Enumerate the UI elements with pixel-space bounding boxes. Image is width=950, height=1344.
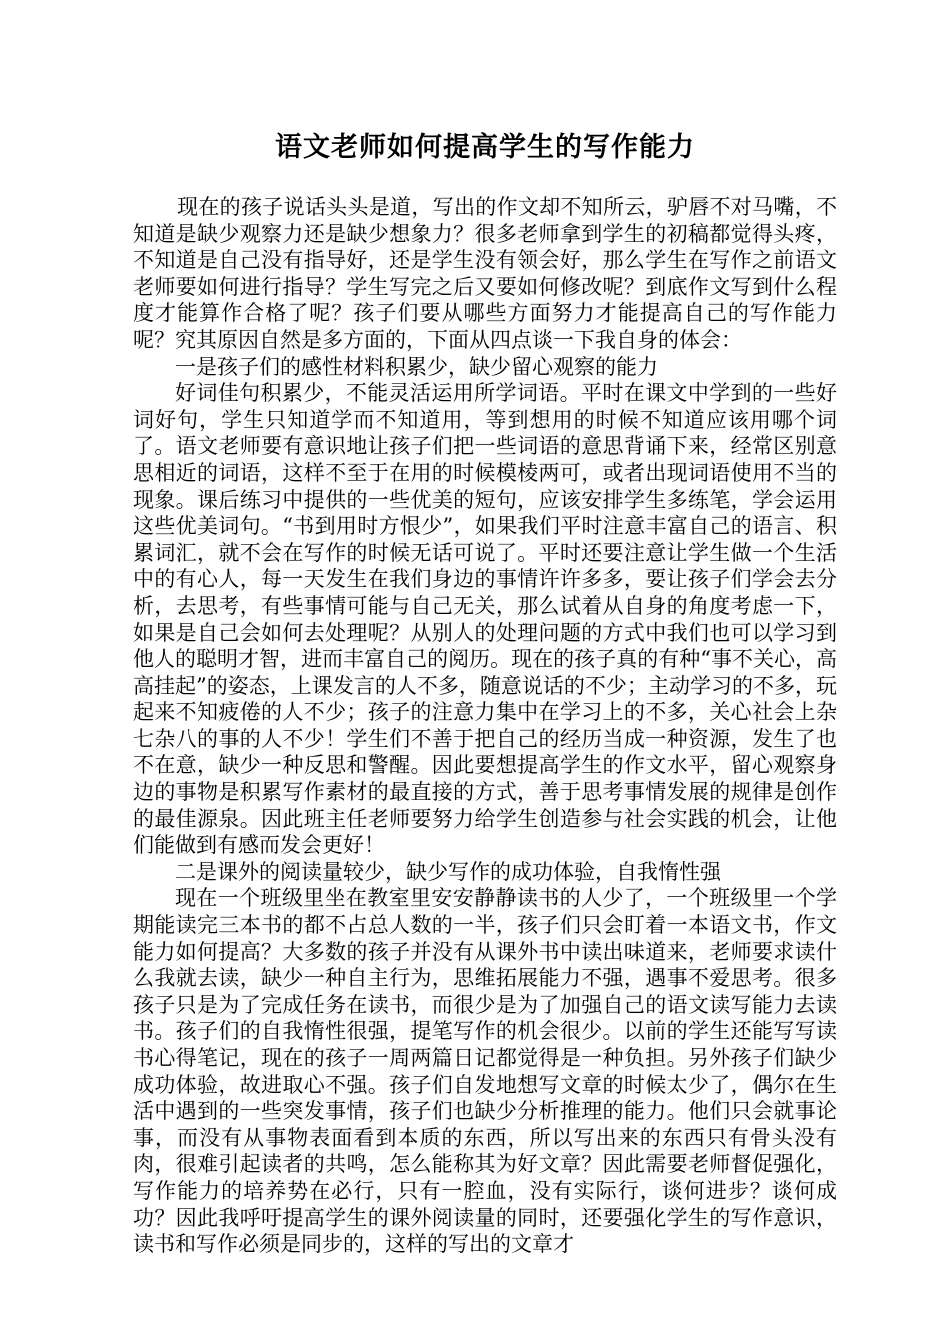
section-2-paragraph: 现在一个班级里坐在教室里安安静静读书的人少了，一个班级里一个学期能读完三本书的都不占总人数的一半，孩子们只会盯着一本语文书，作文能力如何提高？大多数的孩子并没有从课外书中读出味道来，老师要求读什么我就去读，缺少一种自主行为，思维拓展能力不强，遇事不爱思考。很多孩子只是为了完成任务在读书，而很少是为了加强自己的语文读写能力去读书。孩子们的自我惰性很强，提笔写作的机会很少。以前的学生还能写写读书心得笔记，现在的孩子一周两篇日记都觉得是一种负担。另外孩子们缺少成功体验，故进取心不强。孩子们自发地想写文章的时候太少了，偶尔在生活中遇到的一些突发事情，孩子们也缺少分析推理的能力。他们只会就事论事，而没有从事物表面看到本质的东西，所以写出来的东西只有骨头没有肉，很难引起读者的共鸣，怎么能称其为好文章？因此需要老师督促强化，写作能力的培养势在必行，只有一腔血，没有实际行，谈何进步？谈何成功？因此我呼吁提高学生的课外阅读量的同时，还要强化学生的写作意识，读书和写作必须是同步的，这样的写出的文章才 bbox=[133, 886, 837, 1257]
document-page bbox=[133, 128, 837, 1258]
intro-paragraph: 现在的孩子说话头头是道，写出的作文却不知所云，驴唇不对马嘴，不知道是缺少观察力还是缺少想象力？很多老师拿到学生的初稿都觉得头疼，不知道是自己没有指导好，还是学生没有领会好，那么学生在写作之前语文老师要如何进行指导？学生写完之后又要如何修改呢？到底作文写到什么程度才能算作合格了呢？孩子们要从哪些方面努力才能提高自己的写作能力呢？究其原因自然是多方面的，下面从四点谈一下我自身的体会： bbox=[133, 195, 837, 352]
section-1-paragraph: 好词佳句积累少，不能灵活运用所学词语。平时在课文中学到的一些好词好句，学生只知道学而不知道用，等到想用的时候不知道应该用哪个词了。语文老师要有意识地让孩子们把一些词语的意思背诵下来，经常区别意思相近的词语，这样不至于在用的时候模棱两可，或者出现词语使用不当的现象。课后练习中提供的一些优美的短句，应该安排学生多练笔，学会运用这些优美词句。“书到用时方恨少”，如果我们平时注意丰富自己的语言、积累词汇，就不会在写作的时候无话可说了。平时还要注意让学生做一个生活中的有心人，每一天发生在我们身边的事情许许多多，要让孩子们学会去分析，去思考，有些事情可能与自己无关，那么试着从自身的角度考虑一下，如果是自己会如何去处理呢？从别人的处理问题的方式中我们也可以学习到他人的聪明才智，进而丰富自己的阅历。现在的孩子真的有种“事不关心，高高挂起”的姿态，上课发言的人不多，随意说话的不少；主动学习的不多，玩起来不知疲倦的人不少；孩子的注意力集中在学习上的不多，关心社会上杂七杂八的事的人不少！学生们不善于把自己的经历当成一种资源，发生了也不在意，缺少一种反思和警醒。因此要想提高学生的作文水平，留心观察身边的事物是积累写作素材的最直接的方式，善于思考事情发展的规律是创作的最佳源泉。因此班主任老师要努力给学生创造参与社会实践的机会，让他们能做到有感而发会更好！ bbox=[133, 381, 837, 858]
section-2-heading: 二是课外的阅读量较少，缺少写作的成功体验，自我惰性强 bbox=[175, 859, 721, 884]
section-1-heading: 一是孩子们的感性材料积累少，缺少留心观察的能力 bbox=[175, 354, 658, 379]
document-title: 语文老师如何提高学生的写作能力 bbox=[275, 132, 695, 163]
